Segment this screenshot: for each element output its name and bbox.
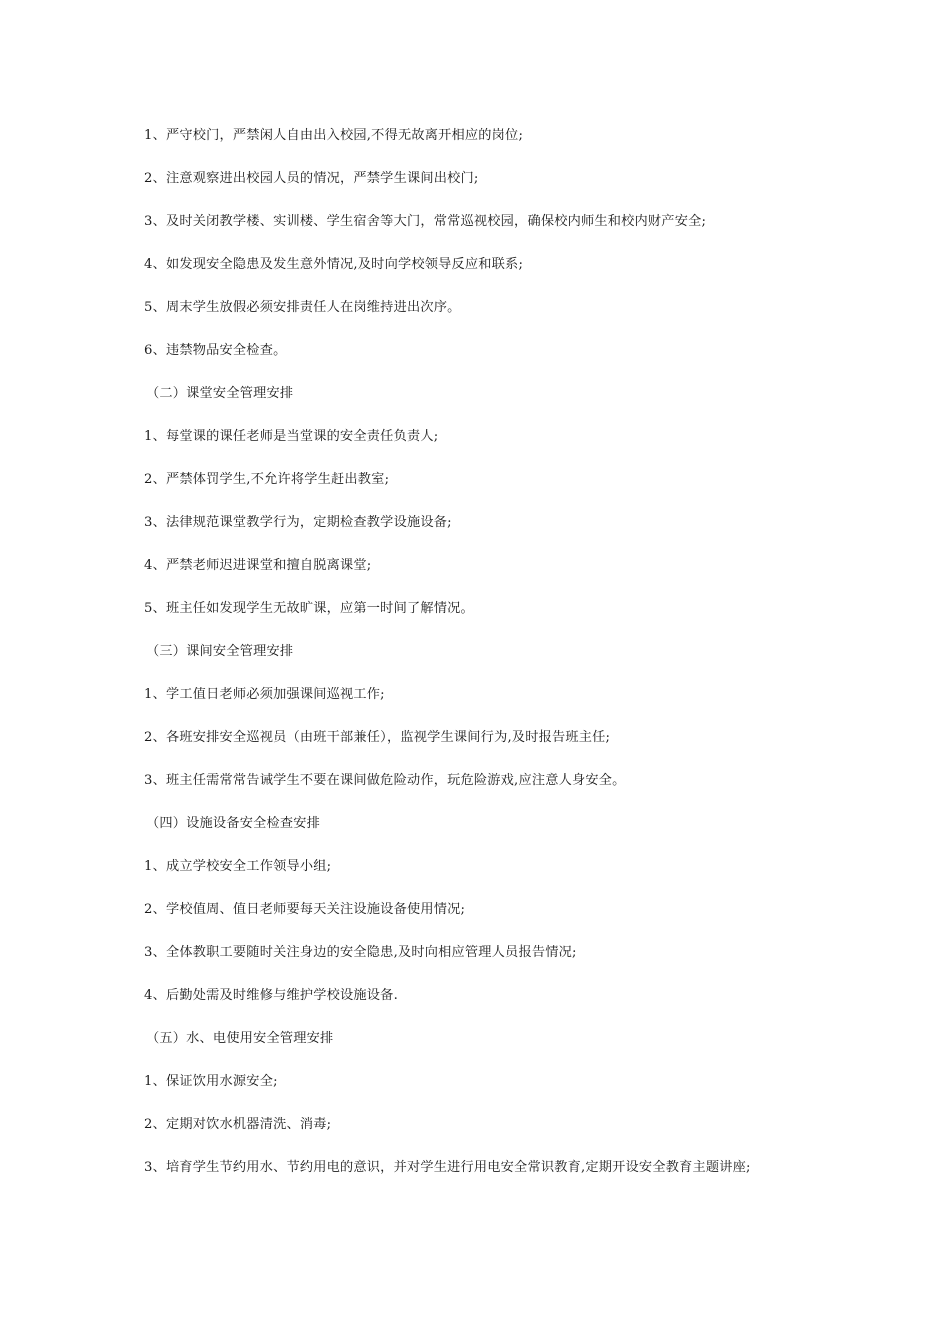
section-heading: （四）设施设备安全检查安排 [146, 816, 321, 831]
list-item: 4、如发现安全隐患及发生意外情况,及时向学校领导反应和联系; [144, 257, 524, 272]
list-item: 3、班主任需常常告诫学生不要在课间做危险动作，玩危险游戏,应注意人身安全。 [144, 773, 626, 788]
section-heading: （五）水、电使用安全管理安排 [146, 1031, 334, 1046]
list-item: 2、注意观察进出校园人员的情况，严禁学生课间出校门; [144, 171, 479, 186]
list-item: 1、保证饮用水源安全; [144, 1074, 278, 1089]
list-item: 2、严禁体罚学生,不允许将学生赶出教室; [144, 472, 390, 487]
list-item: 3、及时关闭教学楼、实训楼、学生宿舍等大门，常常巡视校园，确保校内师生和校内财产安全; [144, 214, 707, 229]
list-item: 5、班主任如发现学生无故旷课，应第一时间了解情况。 [144, 601, 474, 616]
document-body [144, 124, 824, 1199]
list-item: 1、学工值日老师必须加强课间巡视工作; [144, 687, 385, 702]
list-item: 2、各班安排安全巡视员（由班干部兼任），监视学生课间行为,及时报告班主任; [144, 730, 611, 745]
section-heading: （三）课间安全管理安排 [146, 644, 294, 659]
list-item: 5、周末学生放假必须安排责任人在岗维持进出次序。 [144, 300, 461, 315]
list-item: 1、每堂课的课任老师是当堂课的安全责任负责人; [144, 429, 439, 444]
list-item: 6、违禁物品安全检查。 [144, 343, 287, 358]
list-item: 4、严禁老师迟进课堂和擅自脱离课堂; [144, 558, 372, 573]
list-item: 3、全体教职工要随时关注身边的安全隐患,及时向相应管理人员报告情况; [144, 945, 577, 960]
list-item: 3、法律规范课堂教学行为，定期检查教学设施设备; [144, 515, 452, 530]
list-item: 3、培育学生节约用水、节约用电的意识，并对学生进行用电安全常识教育,定期开设安全教育主题讲座; [144, 1160, 751, 1175]
list-item: 1、严守校门，严禁闲人自由出入校园,不得无故离开相应的岗位; [144, 128, 524, 143]
section-heading: （二）课堂安全管理安排 [146, 386, 294, 401]
list-item: 2、定期对饮水机器清洗、消毒; [144, 1117, 332, 1132]
list-item: 1、成立学校安全工作领导小组; [144, 859, 332, 874]
list-item: 2、学校值周、值日老师要每天关注设施设备使用情况; [144, 902, 466, 917]
list-item: 4、后勤处需及时维修与维护学校设施设备. [144, 988, 398, 1003]
